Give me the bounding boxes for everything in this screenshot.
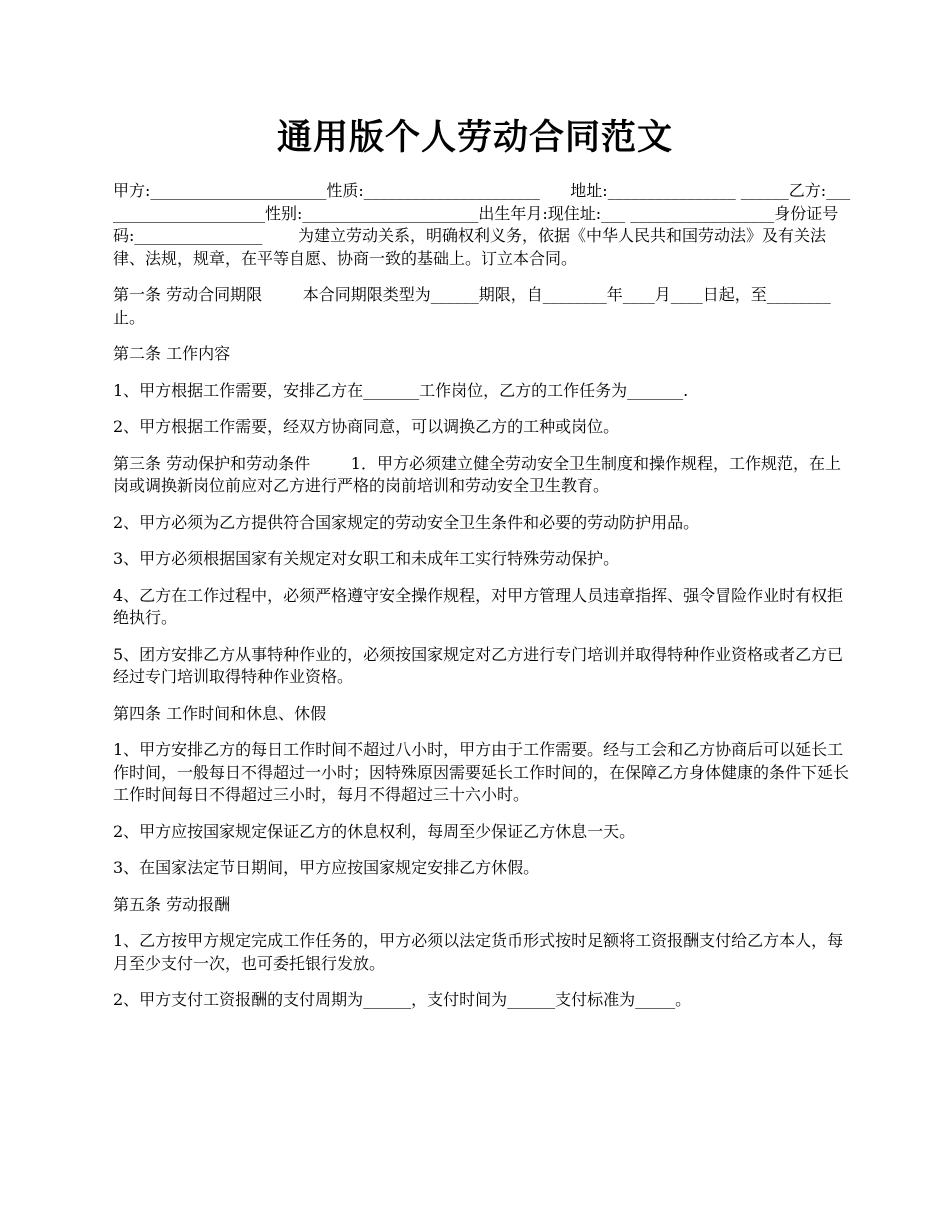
article-4-item-2: 2、甲方应按国家规定保证乙方的休息权利，每周至少保证乙方休息一天。 — [113, 821, 636, 841]
article-2-heading: 第二条 工作内容 — [113, 344, 231, 363]
article-3-item-3: 3、甲方必须根据国家有关规定对女职工和未成年工实行特殊劳动保护。 — [113, 549, 620, 568]
article-4-item-1: 1、甲方安排乙方的每日工作时间不超过八小时，甲方由于工作需要。经与工会和乙方协商后可以延长工作时间，一般每日不得超过一小时；因特殊原因需要延长工作时间的，在保障乙方身体健康的条件下延长工作时间每日不得超过三小时，每月不得超过三十六小时。 — [113, 740, 850, 804]
article-2-item-2: 2、甲方根据工作需要，经双方协商同意，可以调换乙方的工种或岗位。 — [113, 417, 620, 436]
article-5-item-1: 1、乙方按甲方规定完成工作任务的，甲方必须以法定货币形式按时足额将工资报酬支付给乙方本人，每月至少支付一次，也可委托银行发放。 — [113, 931, 844, 973]
article-3-item-2: 2、甲方必须为乙方提供符合国家规定的劳动安全卫生条件和必要的劳动防护用品。 — [113, 512, 700, 532]
intro-paragraph: 甲方:______________________性质:______________________ 地址:________________ ______乙方:______________________性别:______________________出生年月:现住址:___ __________________身份证号码:________________ 为建立劳动关系，明确权利义务，依据《中华人民共和国劳动法》及有关法律、法规，规章，在平等自愿、协商一致的基础上。订立本合同。 — [113, 181, 851, 268]
article-1-term: 第一条 劳动合同期限 本合同期限类型为______期限，自________年____月____日起，至________止。 — [113, 285, 831, 327]
article-5-item-2: 2、甲方支付工资报酬的支付周期为______，支付时间为______支付标准为_____。 — [113, 990, 692, 1009]
article-4-heading: 第四条 工作时间和休息、休假 — [113, 703, 327, 723]
article-3-item-4: 4、乙方在工作过程中，必须严格遵守安全操作规程，对甲方管理人员违章指挥、强令冒险作业时有权拒绝执行。 — [113, 585, 844, 627]
article-4-item-3: 3、在国家法定节日期间，甲方应按国家规定安排乙方休假。 — [113, 858, 540, 877]
document-title: 通用版个人劳动合同范文 — [276, 117, 673, 158]
article-3-item-1: 第三条 劳动保护和劳动条件 1．甲方必须建立健全劳动安全卫生制度和操作规程，工作规范，在上岗或调换新岗位前应对乙方进行严格的岗前培训和劳动安全卫生教育。 — [113, 453, 841, 495]
article-3-item-5: 5、团方安排乙方从事特种作业的，必须按国家规定对乙方进行专门培训并取得特种作业资格或者乙方已经过专门培训取得特种作业资格。 — [113, 644, 844, 686]
article-5-heading: 第五条 劳动报酬 — [113, 894, 231, 914]
document-body — [113, 180, 853, 1026]
article-2-item-1: 1、甲方根据工作需要，安排乙方在_______工作岗位，乙方的工作任务为_______. — [113, 380, 689, 400]
